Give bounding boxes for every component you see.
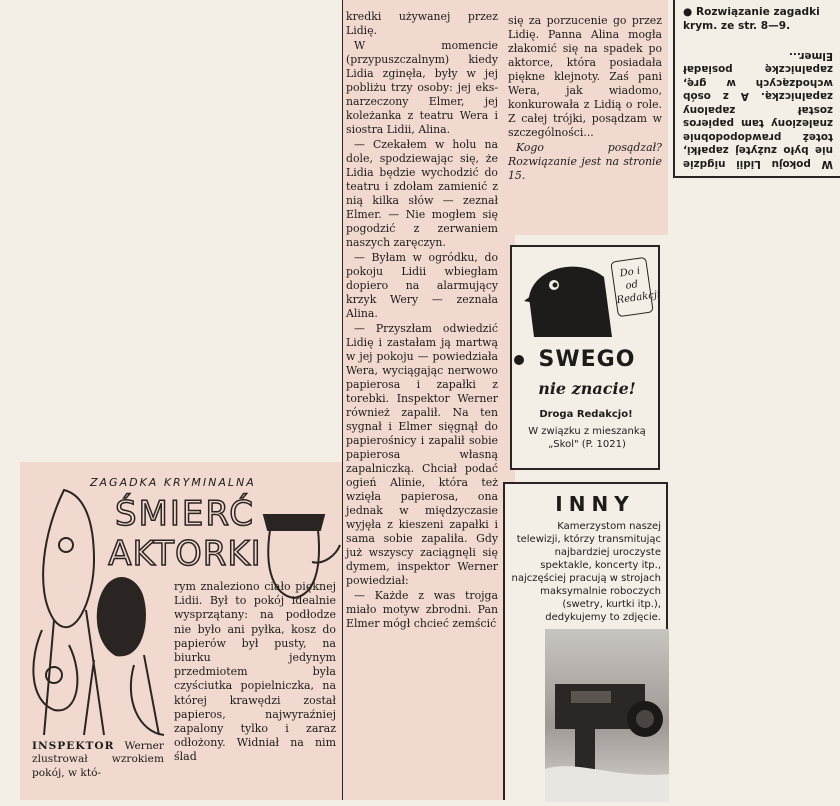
redakcja-sign	[610, 257, 661, 317]
intro-lead: INSPEKTOR	[32, 740, 115, 752]
inny-body: Kamerzystom naszej telewizji, którzy transmitując najbardziej uroczyste spektakle, koncerty itp., najczęściej pracują w strojach maksymalnie roboczych (swetry, kurtki itp.), dedykujemy to zdjęcie.	[511, 521, 661, 623]
column-text: się za porzucenie go przez Lidię. Panna Alina mogła złakomić się na spadek po aktorce, która posiadała piękne klejnoty. Zaś pani Wera, jak wiadomo, konkurowała z Lidią o role. Z całej trójki, posądzam w szczególności...	[508, 14, 662, 139]
title-aktorki: AKTORKI	[108, 534, 262, 574]
zagadka-header: ZAGADKA KRYMINALNA	[90, 476, 256, 489]
sign-line: Redakcji	[616, 289, 661, 307]
swego-subtitle: nie znacie!	[538, 379, 636, 398]
zagadka-intro	[32, 740, 164, 780]
swego-box	[510, 245, 660, 470]
bullet-icon: ●	[683, 6, 693, 18]
inny-title: INNY	[555, 492, 635, 516]
rozwiazanie-body: W pokoju Lidii nigdzie nie było zużytej zapałki, toteż prawdopodobnie znaleziony tam papieros został zapalony zapalniczką. A z osób wchodzących w grę, zapalniczkę posiadał Elmer...	[683, 50, 833, 170]
swego-title: SWEGO	[538, 347, 636, 372]
camera-photo	[545, 629, 669, 802]
zagadka-column-4	[508, 14, 662, 184]
zagadka-column-2	[174, 580, 336, 766]
column-paragraph: — Każde z was trojga miało motyw zbrodni. Pan Elmer mógł chcieć zemścić	[346, 589, 498, 630]
column-text: rym znaleziono ciało pięknej Lidii. Był to pokój idealnie wysprzątany: na podłodze nie było ani pyłka, kosz do papierów był pusty, na biurku jedynym przedmiotem była czyściutka popielniczka, na której krawędzi został papieros, najwyraźniej zapalony tylko i zaraz odłożony. Widniał na nim ślad	[174, 580, 336, 764]
tv-camera-icon	[545, 629, 669, 802]
inny-box	[503, 482, 668, 800]
column-paragraph: — Byłam w ogródku, do pokoju Lidii wbiegłam dopiero na alarmujący krzyk Wery — zeznała Alina.	[346, 251, 498, 320]
zagadka-question: Kogo posądzał? Rozwiązanie jest na stronie 15.	[508, 141, 662, 182]
swego-greeting: Droga Redakcjo!	[539, 409, 633, 420]
sign-line: Do i od	[619, 265, 641, 292]
column-paragraph: kredki używanej przez Lidię.	[346, 10, 498, 37]
column-divider	[342, 0, 343, 800]
rozwiazanie-heading-text: Rozwiązanie zagadki krym. ze str. 8—9.	[683, 6, 820, 32]
column-paragraph: — Przyszłam odwiedzić Lidię i zastałam ją martwą w jej pokoju — powiedziała Wera, wyciągając nerwowo papierosa i zapałki z torebki. Inspektor Werner również zapalił. Na ten sygnał i Elmer sięgnął do papierośnicy i zapalił sobie papierosa własną zapalniczką. Chciał podać ogień Alinie, która też wzięła papierosa, ona jednak w międzyczasie wyjęła z kieszeni zapałki i sama sobie zapaliła. Gdy już wszyscy zaciągnęli się dymem, inspektor Werner powiedział:	[346, 322, 498, 587]
column-paragraph: W momencie (przypuszczalnym) kiedy Lidia zginęła, były w jej pobliżu trzy osoby: jej eks-narzeczony Elmer, jej koleżanka z teatru Wera i siostra Lidii, Alina.	[346, 39, 498, 136]
zagadka-column-3	[346, 10, 498, 632]
bird-head-icon	[524, 257, 614, 337]
rozwiazanie-box	[673, 0, 840, 178]
intro-text: Werner zlustrował wzrokiem pokój, w któ-	[32, 740, 164, 779]
rozwiazanie-heading	[683, 6, 833, 33]
column-paragraph: — Czekałem w holu na dole, spodziewając się, że Lidia będzie wychodzić do teatru i zdołam zamienić z nią kilka słów — zeznał Elmer. — Nie mogłem się pogodzić z zerwaniem naszych zaręczyn.	[346, 138, 498, 249]
swego-body: W związku z mieszanką „Skol" (P. 1021)	[528, 426, 646, 450]
title-smierc: ŚMIERĆ	[114, 494, 256, 534]
